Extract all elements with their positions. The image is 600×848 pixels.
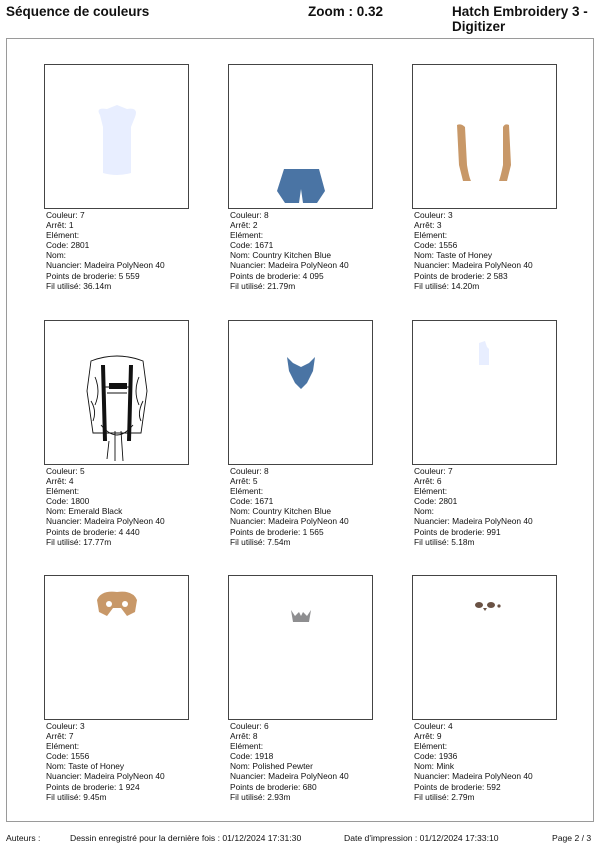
- info-value: 1 924: [118, 781, 140, 792]
- pewter-shape-icon: [229, 576, 372, 719]
- color-stop-card: [412, 64, 557, 291]
- info-label: Fil utilisé:: [414, 280, 449, 291]
- info-line-chart: [46, 771, 189, 781]
- design-thumbnail: [44, 320, 189, 465]
- info-value: 1671: [254, 496, 274, 507]
- info-line-thread: [46, 792, 189, 802]
- color-stop-card: [412, 320, 557, 547]
- info-label: Fil utilisé:: [230, 280, 265, 291]
- info-line-chart: [414, 771, 557, 781]
- info-line-color: [46, 466, 189, 476]
- footer-print-date: Date d'impression : 01/12/2024 17:33:10: [344, 833, 499, 843]
- info-value: 6: [263, 721, 269, 731]
- info-label: Code:: [46, 240, 69, 251]
- info-value: Polished Pewter: [252, 761, 313, 772]
- info-label: Points de broderie:: [230, 270, 301, 281]
- info-value: 8: [263, 210, 269, 220]
- info-value: 4 095: [302, 270, 324, 281]
- info-label: Nom:: [46, 250, 67, 261]
- info-line-stitches: [230, 782, 373, 792]
- info-label: Couleur:: [230, 721, 262, 731]
- color-stop-card: [412, 575, 557, 802]
- info-line-thread: [414, 537, 557, 547]
- white-shirt-icon: [45, 65, 188, 208]
- info-label: Nom:: [230, 761, 251, 772]
- info-label: Fil utilisé:: [414, 536, 449, 547]
- design-thumbnail: [44, 575, 189, 720]
- info-label: Fil utilisé:: [46, 280, 81, 291]
- info-line-stop: [230, 476, 373, 486]
- info-line-element: [414, 741, 557, 751]
- info-value: Taste of Honey: [68, 761, 125, 772]
- info-value: 7: [68, 731, 74, 742]
- footer-authors: Auteurs :: [6, 833, 41, 843]
- info-line-element: [230, 486, 373, 496]
- blue-beard-icon: [229, 321, 372, 464]
- info-line-stop: [46, 476, 189, 486]
- info-line-name: [414, 506, 557, 516]
- info-line-name: [46, 761, 189, 771]
- info-label: Nuancier:: [46, 260, 82, 271]
- info-line-stitches: [46, 782, 189, 792]
- info-line-code: [230, 496, 373, 506]
- info-label: Arrêt:: [414, 476, 435, 487]
- color-stop-card: [228, 320, 373, 547]
- info-value: Madeira PolyNeon 40: [268, 771, 349, 782]
- info-line-name: [414, 761, 557, 771]
- info-line-chart: [230, 260, 373, 270]
- info-value: Madeira PolyNeon 40: [452, 516, 533, 527]
- info-value: Taste of Honey: [436, 250, 493, 261]
- info-value: 4 440: [118, 526, 140, 537]
- info-line-color: [230, 210, 373, 220]
- info-value: 4: [68, 476, 74, 487]
- info-line-chart: [414, 260, 557, 270]
- info-label: Couleur:: [230, 466, 262, 476]
- info-value: 4: [447, 721, 453, 731]
- info-value: 8: [252, 731, 258, 742]
- info-label: Fil utilisé:: [230, 536, 265, 547]
- info-line-code: [46, 240, 189, 250]
- info-value: 3: [79, 721, 85, 731]
- info-label: Arrêt:: [46, 220, 67, 231]
- info-label: Code:: [230, 496, 253, 507]
- zoom-level: Zoom : 0.32: [308, 4, 384, 19]
- info-line-element: [46, 741, 189, 751]
- info-line-chart: [230, 516, 373, 526]
- info-label: Couleur:: [414, 466, 446, 476]
- info-label: Code:: [46, 751, 69, 762]
- info-value: Emerald Black: [68, 506, 123, 517]
- info-label: Elément:: [46, 741, 80, 752]
- design-thumbnail: [412, 64, 557, 209]
- info-label: Fil utilisé:: [230, 791, 265, 802]
- info-line-name: [230, 506, 373, 516]
- info-value: Madeira PolyNeon 40: [452, 771, 533, 782]
- info-value: 6: [436, 476, 442, 487]
- info-line-stop: [414, 476, 557, 486]
- info-line-color: [230, 466, 373, 476]
- info-value: Madeira PolyNeon 40: [268, 260, 349, 271]
- info-value: 1800: [70, 496, 90, 507]
- info-label: Fil utilisé:: [414, 791, 449, 802]
- info-value: 2.79m: [451, 791, 475, 802]
- info-value: Mink: [436, 761, 455, 772]
- info-line-thread: [46, 281, 189, 291]
- info-label: Code:: [414, 240, 437, 251]
- info-label: Code:: [230, 751, 253, 762]
- info-label: Elément:: [414, 230, 448, 241]
- info-label: Nom:: [414, 250, 435, 261]
- color-stop-card: [44, 64, 189, 291]
- arms-icon: [413, 65, 556, 208]
- info-label: Fil utilisé:: [46, 536, 81, 547]
- info-line-stop: [46, 220, 189, 230]
- design-thumbnail: [228, 320, 373, 465]
- blue-shorts-icon: [229, 65, 372, 208]
- info-line-code: [414, 751, 557, 761]
- info-line-thread: [230, 281, 373, 291]
- info-value: 3: [436, 220, 442, 231]
- info-label: Arrêt:: [414, 220, 435, 231]
- info-value: Madeira PolyNeon 40: [84, 516, 165, 527]
- design-thumbnail: [412, 575, 557, 720]
- info-value: Madeira PolyNeon 40: [84, 771, 165, 782]
- color-stop-card: [228, 64, 373, 291]
- info-value: 1671: [254, 240, 274, 251]
- info-value: 36.14m: [83, 280, 112, 291]
- info-label: Fil utilisé:: [46, 791, 81, 802]
- info-value: 5: [79, 466, 85, 476]
- info-label: Nom:: [46, 506, 67, 517]
- info-line-element: [46, 486, 189, 496]
- info-line-name: [230, 761, 373, 771]
- info-label: Elément:: [230, 741, 264, 752]
- suspenders-figure-icon: [45, 321, 188, 464]
- info-value: Madeira PolyNeon 40: [452, 260, 533, 271]
- info-value: 680: [302, 781, 317, 792]
- info-line-code: [414, 496, 557, 506]
- info-value: 1556: [70, 751, 90, 762]
- info-line-chart: [46, 516, 189, 526]
- info-value: 2801: [438, 496, 458, 507]
- white-bottle-icon: [413, 321, 556, 464]
- color-stop-info: [228, 466, 373, 547]
- info-label: Code:: [46, 496, 69, 507]
- info-value: 1936: [438, 751, 458, 762]
- info-label: Elément:: [414, 486, 448, 497]
- info-value: 592: [486, 781, 501, 792]
- info-label: Points de broderie:: [414, 270, 485, 281]
- info-label: Nom:: [46, 761, 67, 772]
- info-label: Arrêt:: [414, 731, 435, 742]
- info-label: Elément:: [230, 486, 264, 497]
- info-line-code: [230, 751, 373, 761]
- info-label: Arrêt:: [230, 220, 251, 231]
- info-line-thread: [230, 792, 373, 802]
- info-label: Nom:: [414, 506, 435, 517]
- info-label: Arrêt:: [230, 476, 251, 487]
- info-line-color: [230, 721, 373, 731]
- info-line-color: [414, 721, 557, 731]
- design-thumbnail: [44, 64, 189, 209]
- info-label: Elément:: [46, 486, 80, 497]
- info-value: 1918: [254, 751, 274, 762]
- info-line-element: [414, 230, 557, 240]
- info-label: Elément:: [414, 741, 448, 752]
- color-stop-info: [412, 466, 557, 547]
- info-line-stitches: [230, 271, 373, 281]
- color-stop-card: [44, 320, 189, 547]
- info-label: Arrêt:: [46, 476, 67, 487]
- info-line-stitches: [414, 527, 557, 537]
- info-label: Nuancier:: [46, 516, 82, 527]
- info-value: 991: [486, 526, 501, 537]
- info-line-code: [230, 240, 373, 250]
- info-line-thread: [414, 281, 557, 291]
- info-line-element: [46, 230, 189, 240]
- info-value: 17.77m: [83, 536, 112, 547]
- info-label: Code:: [414, 496, 437, 507]
- color-stop-info: [44, 721, 189, 802]
- info-value: 5 559: [118, 270, 140, 281]
- info-value: 2: [252, 220, 258, 231]
- info-value: 9.45m: [83, 791, 107, 802]
- info-label: Nuancier:: [414, 260, 450, 271]
- info-line-thread: [46, 537, 189, 547]
- info-value: Madeira PolyNeon 40: [268, 516, 349, 527]
- info-value: 7: [447, 466, 453, 476]
- info-label: Points de broderie:: [230, 526, 301, 537]
- design-thumbnail: [412, 320, 557, 465]
- info-value: 5: [252, 476, 258, 487]
- info-line-stitches: [230, 527, 373, 537]
- info-label: Arrêt:: [230, 731, 251, 742]
- page-title: Séquence de couleurs: [6, 4, 150, 19]
- info-label: Arrêt:: [46, 731, 67, 742]
- info-label: Code:: [414, 751, 437, 762]
- info-label: Elément:: [230, 230, 264, 241]
- info-label: Elément:: [46, 230, 80, 241]
- info-value: 3: [447, 210, 453, 220]
- info-label: Couleur:: [414, 210, 446, 220]
- info-line-element: [414, 486, 557, 496]
- design-thumbnail: [228, 64, 373, 209]
- info-label: Couleur:: [414, 721, 446, 731]
- info-label: Nom:: [230, 250, 251, 261]
- info-line-stitches: [46, 271, 189, 281]
- info-label: Points de broderie:: [414, 781, 485, 792]
- info-value: 21.79m: [267, 280, 296, 291]
- info-label: Nuancier:: [230, 516, 266, 527]
- info-line-code: [46, 496, 189, 506]
- info-value: Country Kitchen Blue: [252, 506, 332, 517]
- info-value: 1: [68, 220, 74, 231]
- honey-face-icon: [45, 576, 188, 719]
- info-value: 2.93m: [267, 791, 291, 802]
- info-label: Nom:: [230, 506, 251, 517]
- info-label: Points de broderie:: [230, 781, 301, 792]
- info-value: Country Kitchen Blue: [252, 250, 332, 261]
- info-line-stop: [414, 220, 557, 230]
- color-stop-info: [412, 210, 557, 291]
- info-value: 1 565: [302, 526, 324, 537]
- color-stop-info: [412, 721, 557, 802]
- info-line-color: [46, 721, 189, 731]
- info-value: 7: [79, 210, 85, 220]
- info-line-chart: [230, 771, 373, 781]
- info-label: Nuancier:: [230, 260, 266, 271]
- color-stop-card: [228, 575, 373, 802]
- info-line-stitches: [46, 527, 189, 537]
- info-label: Couleur:: [230, 210, 262, 220]
- info-line-element: [230, 230, 373, 240]
- info-value: 7.54m: [267, 536, 291, 547]
- footer-saved-date: Dessin enregistré pour la dernière fois : 01/12/2024 17:31:30: [70, 833, 302, 843]
- footer-page-number: Page 2 / 3: [552, 833, 592, 843]
- info-label: Nuancier:: [414, 771, 450, 782]
- info-label: Points de broderie:: [46, 781, 117, 792]
- info-line-color: [46, 210, 189, 220]
- info-label: Nuancier:: [414, 516, 450, 527]
- info-line-name: [46, 506, 189, 516]
- color-stop-info: [44, 210, 189, 291]
- info-line-stop: [230, 731, 373, 741]
- info-line-code: [414, 240, 557, 250]
- color-stop-info: [44, 466, 189, 547]
- info-label: Nom:: [414, 761, 435, 772]
- color-stop-card: [44, 575, 189, 802]
- info-value: 5.18m: [451, 536, 475, 547]
- info-line-color: [414, 466, 557, 476]
- info-label: Code:: [230, 240, 253, 251]
- info-line-name: [414, 250, 557, 260]
- info-value: Madeira PolyNeon 40: [84, 260, 165, 271]
- info-label: Points de broderie:: [414, 526, 485, 537]
- info-label: Couleur:: [46, 210, 78, 220]
- info-line-stop: [414, 731, 557, 741]
- info-label: Points de broderie:: [46, 270, 117, 281]
- info-label: Points de broderie:: [46, 526, 117, 537]
- info-value: 2801: [70, 240, 90, 251]
- info-line-color: [414, 210, 557, 220]
- info-line-stitches: [414, 271, 557, 281]
- info-line-name: [46, 250, 189, 260]
- info-line-chart: [46, 260, 189, 270]
- info-label: Couleur:: [46, 721, 78, 731]
- info-line-stop: [46, 731, 189, 741]
- info-value: 8: [263, 466, 269, 476]
- info-line-code: [46, 751, 189, 761]
- info-label: Couleur:: [46, 466, 78, 476]
- info-value: 2 583: [486, 270, 508, 281]
- color-stop-info: [228, 210, 373, 291]
- design-thumbnail: [228, 575, 373, 720]
- info-line-chart: [414, 516, 557, 526]
- info-line-element: [230, 741, 373, 751]
- app-name: Hatch Embroidery 3 - Digitizer: [452, 4, 588, 34]
- info-line-stitches: [414, 782, 557, 792]
- color-stop-info: [228, 721, 373, 802]
- info-label: Nuancier:: [230, 771, 266, 782]
- info-value: 14.20m: [451, 280, 480, 291]
- info-value: 1556: [438, 240, 458, 251]
- info-line-thread: [230, 537, 373, 547]
- info-value: 9: [436, 731, 442, 742]
- info-line-stop: [230, 220, 373, 230]
- info-label: Nuancier:: [46, 771, 82, 782]
- info-line-name: [230, 250, 373, 260]
- info-line-thread: [414, 792, 557, 802]
- mink-eyes-icon: [413, 576, 556, 719]
